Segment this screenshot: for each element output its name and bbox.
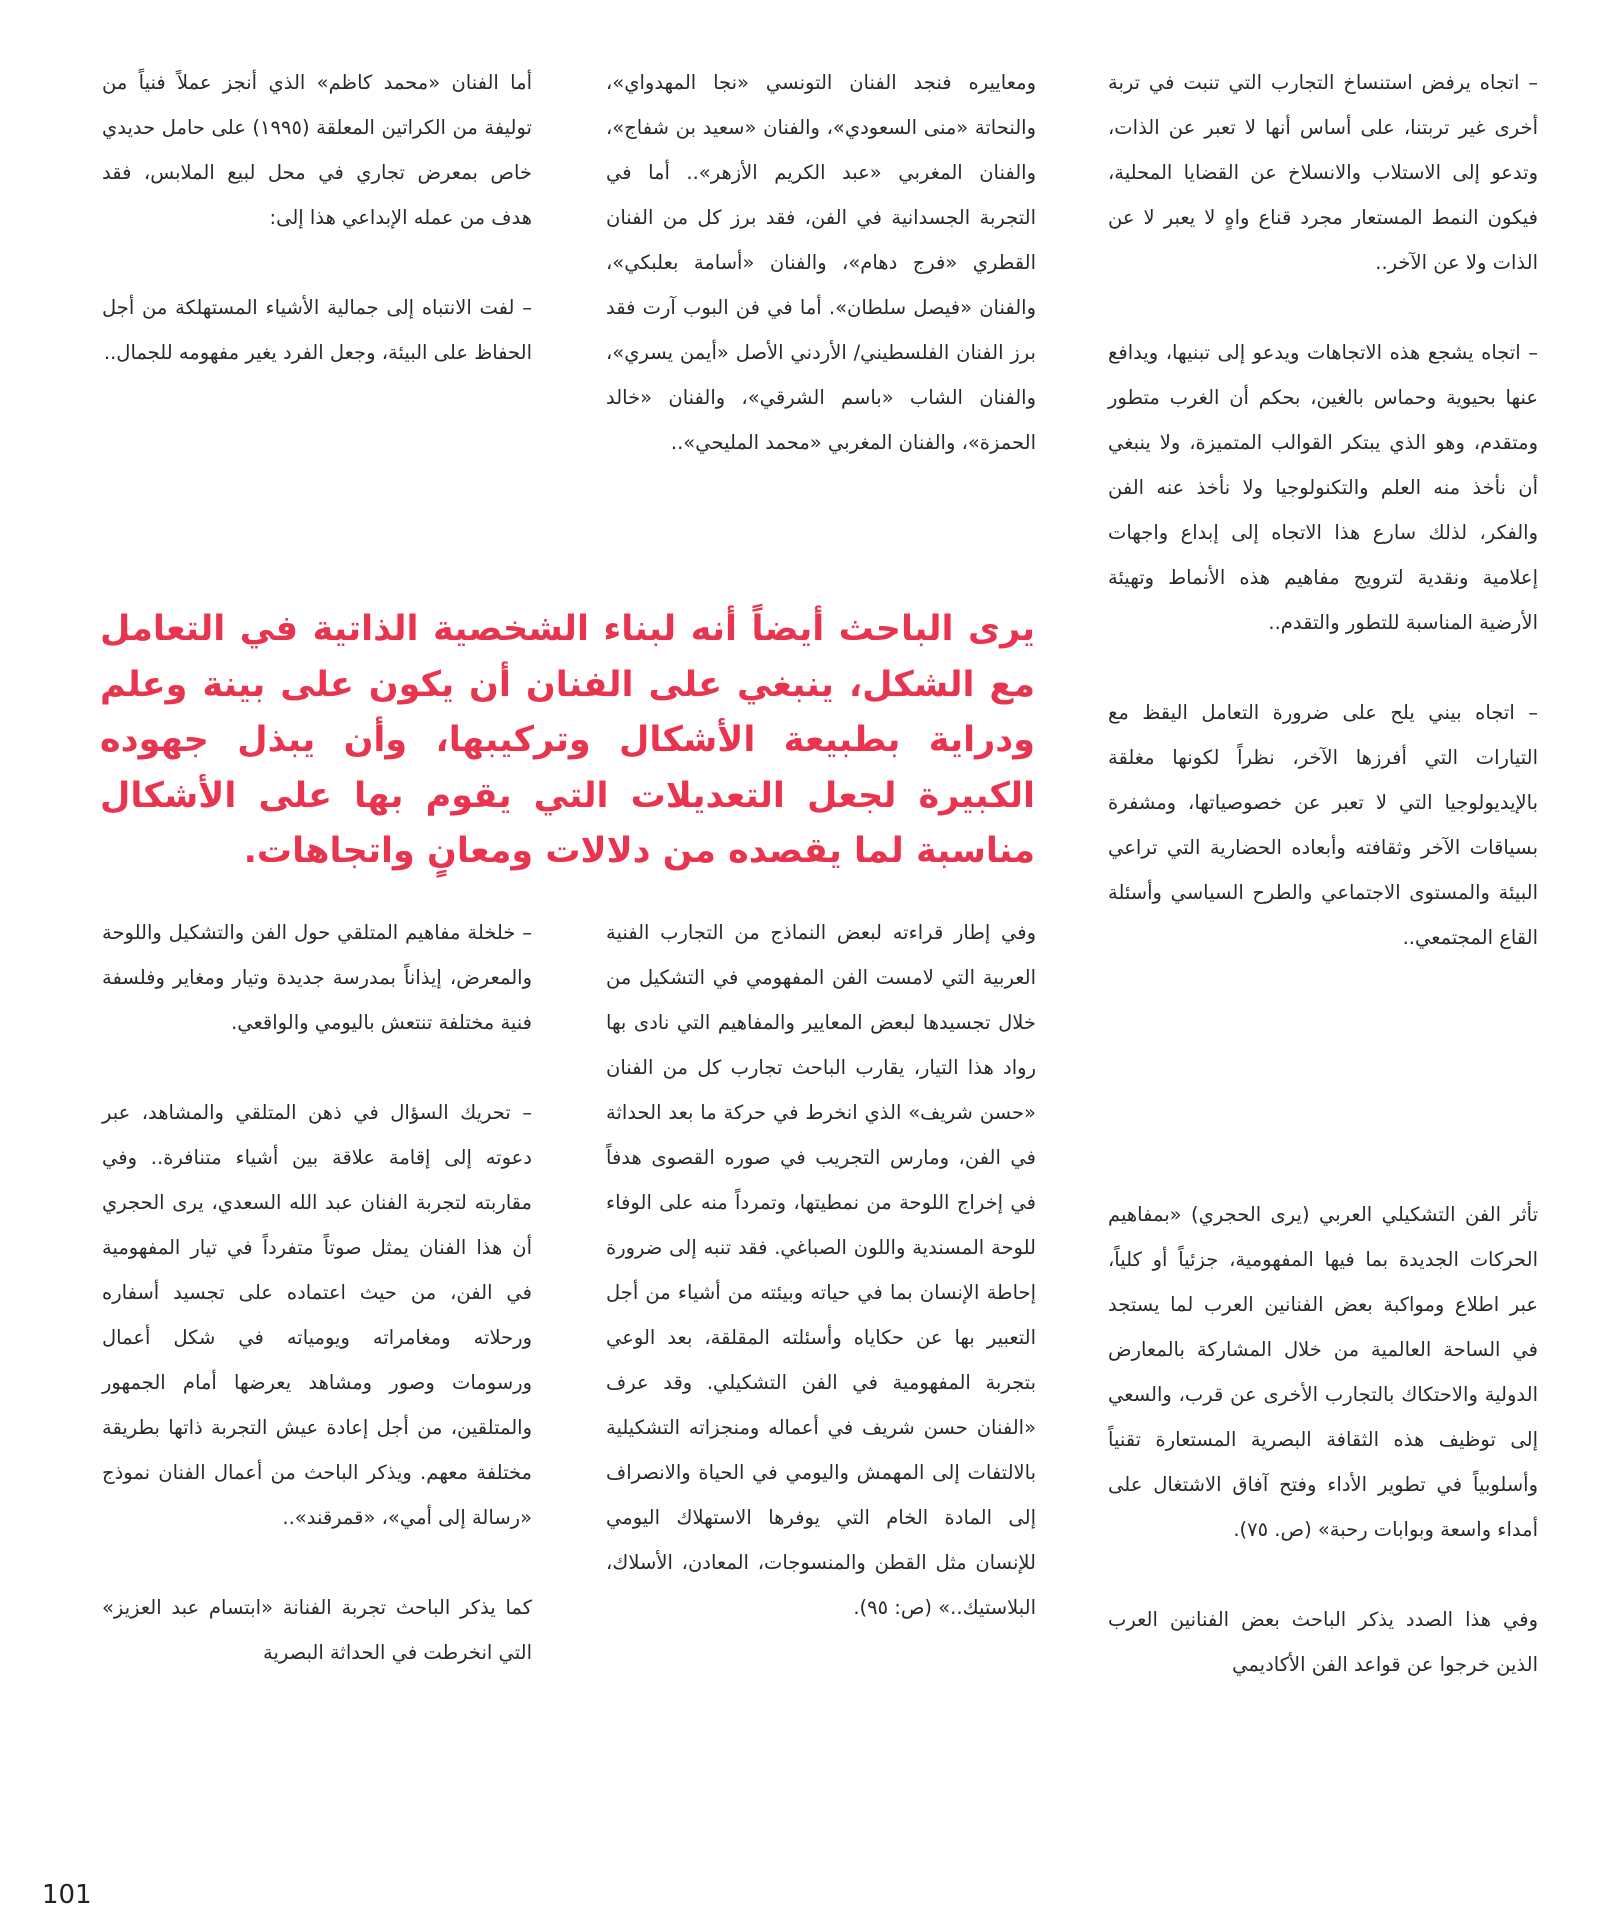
column-left-lower bbox=[102, 910, 532, 1675]
column-right-upper bbox=[1108, 60, 1538, 960]
page-number: 101 bbox=[42, 1880, 92, 1910]
paragraph: – اتجاه يشجع هذه الاتجاهات ويدعو إلى تبنيها، ويدافع عنها بحيوية وحماس بالغين، بحكم أن الغرب متطور ومتقدم، وهو الذي يبتكر القوالب المتميزة، ولا ينبغي أن نأخذ منه العلم والتكنولوجيا ولا نأخذ عنه الفن والفكر، لذلك سارع هذا الاتجاه إلى إبداع واجهات إعلامية ونقدية لترويج مفاهيم هذه الأنماط وتهيئة الأرضية المناسبة للتطور والتقدم.. bbox=[1108, 341, 1538, 634]
pull-quote: يرى الباحث أيضاً أنه لبناء الشخصية الذاتية في التعامل مع الشكل، ينبغي على الفنان أن يكون على بينة وعلم ودراية بطبيعة الأشكال وتركيبها، وأن يبذل جهوده الكبيرة لجعل التعديلات التي يقوم بها على الأشكال مناسبة لما يقصده من دلالات ومعانٍ واتجاهات. bbox=[100, 609, 1035, 871]
paragraph: وفي هذا الصدد يذكر الباحث بعض الفنانين العرب الذين خرجوا عن قواعد الفن الأكاديمي bbox=[1108, 1608, 1538, 1676]
paragraph: أما الفنان «محمد كاظم» الذي أنجز عملاً فنياً من توليفة من الكراتين المعلقة (١٩٩٥) على حامل حديدي خاص بمعرض تجاري في محل لبيع الملابس، فقد هدف من عمله الإبداعي هذا إلى: bbox=[102, 71, 532, 229]
paragraph: ومعاييره فنجد الفنان التونسي «نجا المهدواي»، والنحاتة «منى السعودي»، والفنان «سعيد بن شفاج»، والفنان المغربي «عبد الكريم الأزهر».. أما في التجربة الجسدانية في الفن، فقد برز كل من الفنان القطري «فرج دهام»، والفنان «أسامة بعلبكي»، والفنان «فيصل سلطان». أما في فن البوب آرت فقد برز الفنان الفلسطيني/ الأردني الأصل «أيمن يسري»، والفنان الشاب «باسم الشرقي»، والفنان «خالد الحمزة»، والفنان المغربي «محمد المليحي».. bbox=[606, 71, 1036, 454]
paragraph: وفي إطار قراءته لبعض النماذج من التجارب الفنية العربية التي لامست الفن المفهومي في التشكيل من خلال تجسيدها لبعض المعايير والمفاهيم التي نادى بها رواد هذا التيار، يقارب الباحث تجارب كل من الفنان «حسن شريف» الذي انخرط في حركة ما بعد الحداثة في الفن، ومارس التجريب في صوره القصوى هدفاً في إخراج اللوحة من نمطيتها، وتمرداً منه على الوفاء للوحة المسندية واللون الصباغي. فقد تنبه إلى ضرورة إحاطة الإنسان بما في حياته وبيئته من أشياء من أجل التعبير بها عن حكاياه وأسئلته المقلقة، بعد الوعي بتجربة المفهومية في الفن التشكيلي. وقد عرف «الفنان حسن شريف في أعماله ومنجزاته التشكيلية بالالتفات إلى المهمش واليومي في الحياة والانصراف إلى المادة الخام التي يوفرها الاستهلاك اليومي للإنسان مثل القطن والمنسوجات، المعادن، الأسلاك، البلاستيك..» (ص: ٩٥). bbox=[606, 921, 1036, 1619]
column-middle-right-lower bbox=[606, 910, 1036, 1630]
paragraph: تأثر الفن التشكيلي العربي (يرى الحجري) «بمفاهيم الحركات الجديدة بما فيها المفهومية، جزئياً أو كلياً، عبر اطلاع ومواكبة بعض الفنانين العرب لما يستجد في الساحة العالمية من خلال المشاركة بالمعارض الدولية والاحتكاك بالتجارب الأخرى عن قرب، والسعي إلى توظيف هذه الثقافة البصرية المستعارة تقنياً وأسلوبياً في تطوير الأداء وفتح آفاق الاشتغال على أمداء واسعة وبوابات رحبة» (ص. ٧٥). bbox=[1108, 1203, 1538, 1541]
paragraph: – تحريك السؤال في ذهن المتلقي والمشاهد، عبر دعوته إلى إقامة علاقة بين أشياء متنافرة.. وفي مقاربته لتجربة الفنان عبد الله السعدي، يرى الحجري أن هذا الفنان يمثل صوتاً متفرداً في تيار المفهومية في الفن، من حيث اعتماده على تجسيد أسفاره ورحلاته ومغامراته ويومياته في شكل أعمال ورسومات وصور ومشاهد يعرضها أمام الجمهور والمتلقين، من أجل إعادة عيش التجربة ذاتها بطريقة مختلفة معهم. ويذكر الباحث من أعمال الفنان نموذج «رسالة إلى أمي»، «قمرقند».. bbox=[102, 1101, 532, 1529]
paragraph: – خلخلة مفاهيم المتلقي حول الفن والتشكيل واللوحة والمعرض، إيذاناً بمدرسة جديدة وتيار ومغاير وفلسفة فنية مختلفة تنتعش باليومي والواقعي. bbox=[102, 921, 532, 1034]
column-middle-right-upper bbox=[606, 60, 1036, 465]
paragraph: – اتجاه بيني يلح على ضرورة التعامل اليقظ مع التيارات التي أفرزها الآخر، نظراً لكونها مغلقة بالإيديولوجيا التي لا تعبر عن خصوصياتها، ومشفرة بسياقات الآخر وثقافته وأبعاده الحضارية التي تراعي البيئة والمستوى الاجتماعي والطرح السياسي وأسئلة القاع المجتمعي.. bbox=[1108, 701, 1538, 949]
paragraph: – اتجاه يرفض استنساخ التجارب التي تنبت في تربة أخرى غير تربتنا، على أساس أنها لا تعبر عن الذات، وتدعو إلى الاستلاب والانسلاخ عن القضايا المحلية، فيكون النمط المستعار مجرد قناع واهٍ لا يعبر لا عن الذات ولا عن الآخر.. bbox=[1108, 71, 1538, 274]
column-left-upper bbox=[102, 60, 532, 375]
paragraph: كما يذكر الباحث تجربة الفنانة «ابتسام عبد العزيز» التي انخرطت في الحداثة البصرية bbox=[102, 1596, 532, 1664]
column-right-lower bbox=[1108, 1192, 1538, 1687]
paragraph: – لفت الانتباه إلى جمالية الأشياء المستهلكة من أجل الحفاظ على البيئة، وجعل الفرد يغير مفهومه للجمال.. bbox=[102, 296, 532, 364]
